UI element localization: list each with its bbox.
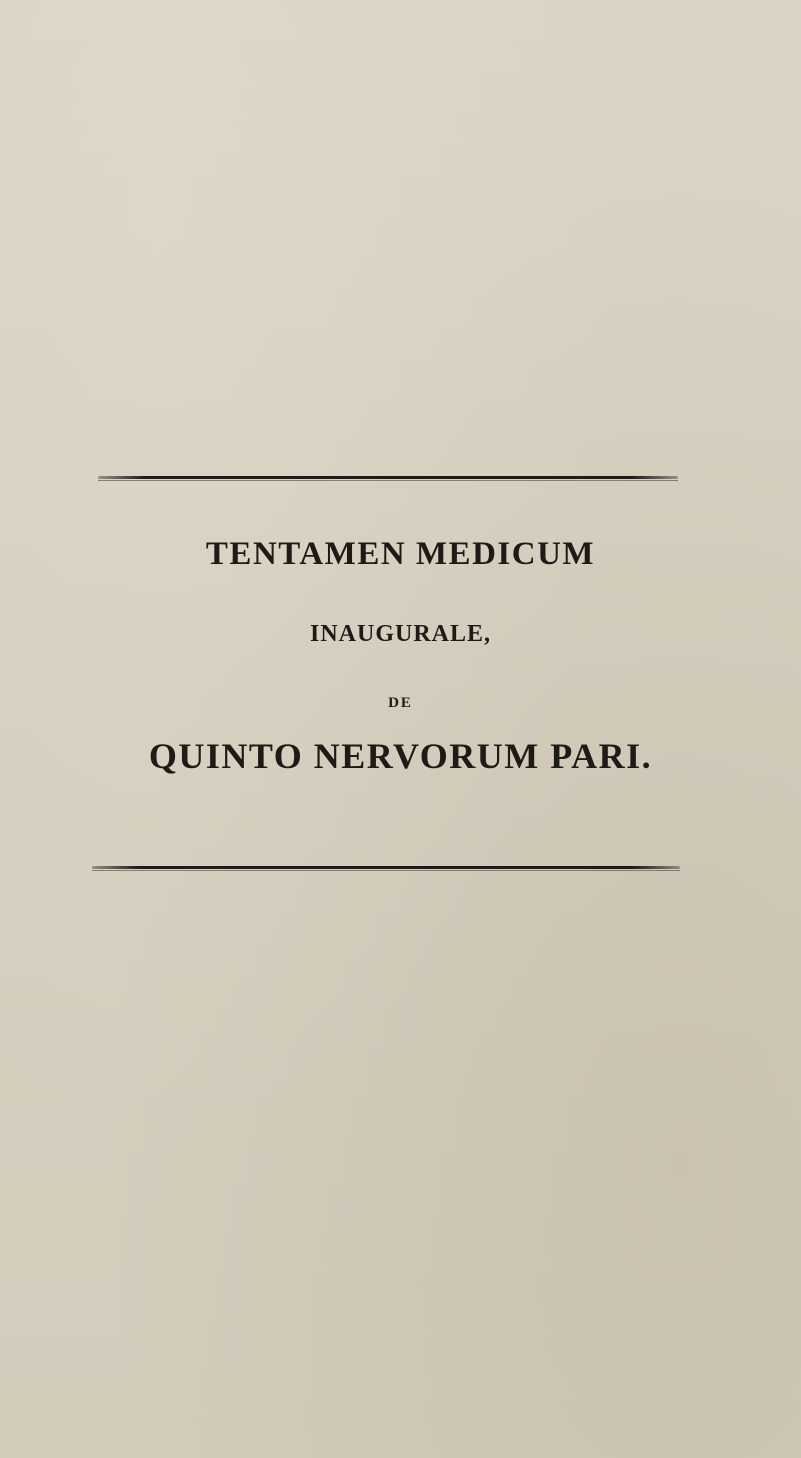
title-line-inaugurale: INAUGURALE,	[309, 621, 491, 647]
top-rule	[98, 476, 678, 479]
title-line-tentamen-medicum: TENTAMEN MEDICUM	[205, 536, 596, 572]
title-line-quinto-nervorum-pari: QUINTO NERVORUM PARI.	[148, 736, 653, 776]
title-line-de: DE	[388, 695, 413, 711]
bottom-rule	[92, 866, 680, 869]
show-through-band-1	[0, 30, 801, 70]
